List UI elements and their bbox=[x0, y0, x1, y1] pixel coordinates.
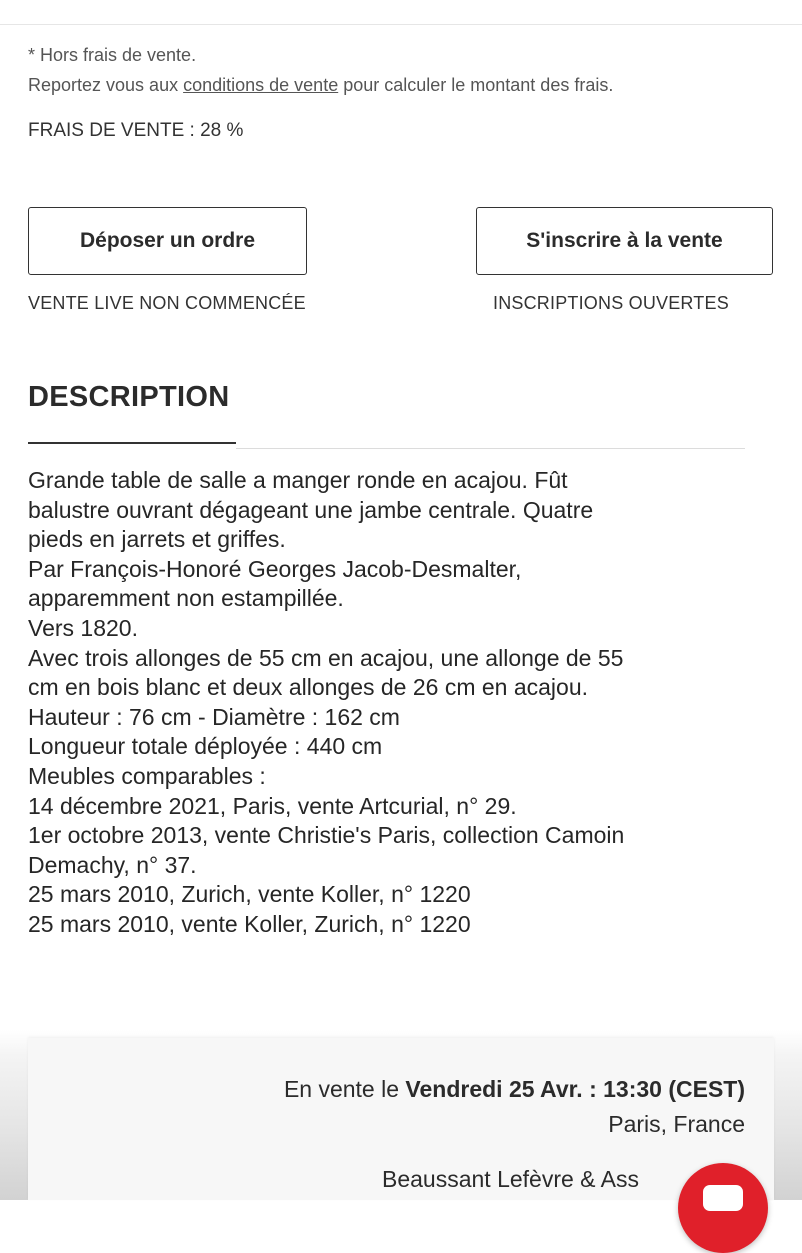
auctioneer-name[interactable]: Beaussant Lefèvre & Ass bbox=[382, 1166, 639, 1192]
fees-rate: FRAIS DE VENTE : 28 % bbox=[28, 120, 244, 141]
description-line: pieds en jarrets et griffes. bbox=[28, 526, 286, 553]
register-sale-button[interactable]: S'inscrire à la vente bbox=[476, 207, 773, 275]
description-line: 1er octobre 2013, vente Christie's Paris, collection Camoin bbox=[28, 822, 625, 849]
fees-note-suffix: pour calculer le montant des frais. bbox=[338, 75, 614, 95]
description-line: Demachy, n° 37. bbox=[28, 851, 197, 878]
chat-bubble-icon bbox=[703, 1185, 743, 1211]
description-line: Par François-Honoré Georges Jacob-Desmalter, bbox=[28, 555, 522, 582]
place-order-button[interactable]: Déposer un ordre bbox=[28, 207, 307, 275]
fees-note bbox=[28, 40, 613, 100]
description-line: Longueur totale déployée : 440 cm bbox=[28, 733, 383, 760]
description-line: cm en bois blanc et deux allonges de 26 cm en acajou. bbox=[28, 674, 589, 701]
description-heading: DESCRIPTION bbox=[28, 381, 230, 413]
fees-note-prefix: Reportez vous aux bbox=[28, 75, 184, 95]
sale-date-prefix: En vente le bbox=[283, 1076, 406, 1102]
description-line: apparemment non estampillée. bbox=[28, 585, 344, 612]
description-line: 14 décembre 2021, Paris, vente Artcurial, n° 29. bbox=[28, 792, 517, 819]
conditions-of-sale-link[interactable]: conditions de vente bbox=[183, 75, 339, 95]
description-line: Vers 1820. bbox=[28, 614, 138, 641]
description-line: 25 mars 2010, Zurich, vente Koller, n° 1220 bbox=[28, 881, 471, 908]
description-line: 25 mars 2010, vente Koller, Zurich, n° 1220 bbox=[28, 910, 471, 937]
chat-button[interactable] bbox=[678, 1163, 768, 1253]
description-line: Avec trois allonges de 55 cm en acajou, une allonge de 55 bbox=[28, 644, 624, 671]
sale-location: Paris, France bbox=[608, 1111, 745, 1137]
fees-note-line1: * Hors frais de vente. bbox=[28, 45, 197, 65]
description-line: Hauteur : 76 cm - Diamètre : 162 cm bbox=[28, 703, 400, 730]
description-heading-underline bbox=[28, 442, 236, 444]
description-line: Meubles comparables : bbox=[28, 762, 266, 789]
registration-status: INSCRIPTIONS OUVERTES bbox=[493, 293, 729, 313]
description-line: Grande table de salle a manger ronde en acajou. Fût bbox=[28, 467, 568, 493]
sale-date-value: Vendredi 25 Avr. : 13:30 (CEST) bbox=[405, 1076, 745, 1102]
sale-date bbox=[284, 1076, 745, 1103]
description-text bbox=[28, 466, 758, 940]
live-sale-status: VENTE LIVE NON COMMENCÉE bbox=[28, 293, 306, 313]
top-divider bbox=[0, 24, 802, 25]
description-line: balustre ouvrant dégageant une jambe centrale. Quatre bbox=[28, 496, 594, 523]
fees-note-line2 bbox=[28, 70, 613, 100]
description-divider bbox=[236, 448, 745, 449]
